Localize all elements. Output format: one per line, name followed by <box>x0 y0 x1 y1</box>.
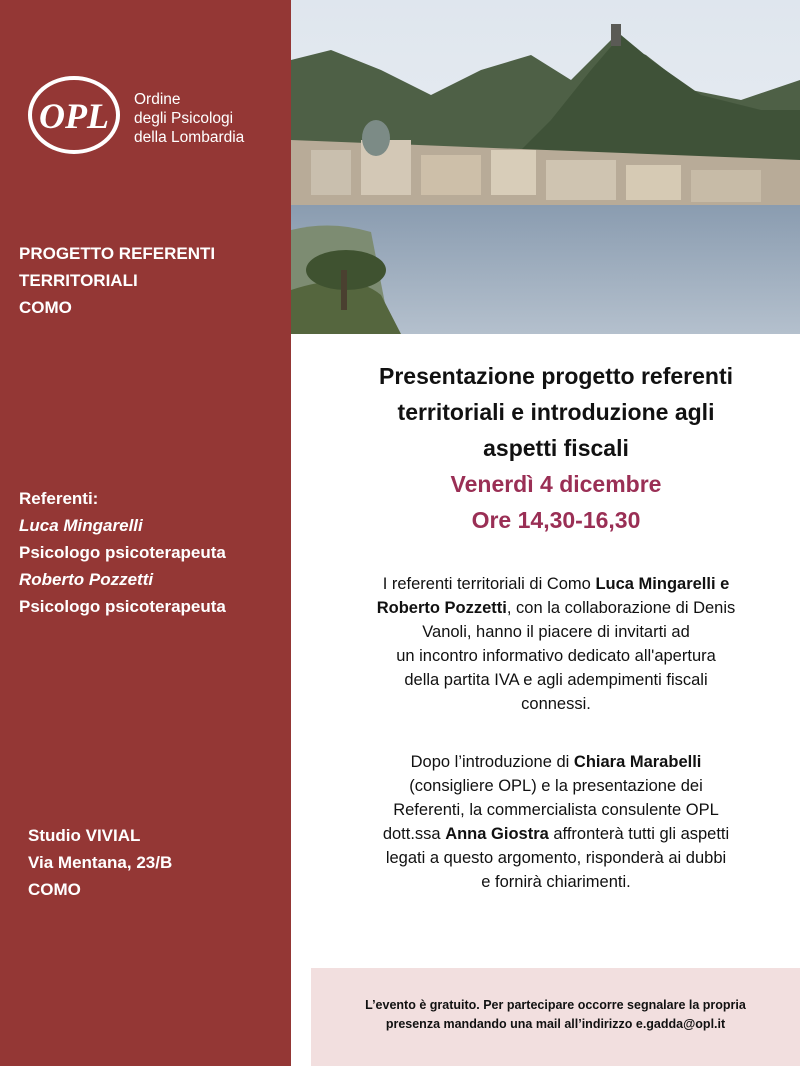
organization-name <box>134 90 244 147</box>
p1-l2-bold: Roberto Pozzetti <box>376 599 507 617</box>
p2-l4-post: affronterà tutti gli aspetti <box>548 825 730 843</box>
p2-l1-text: Dopo l’introduzione di <box>410 753 574 771</box>
event-title-line-1: Presentazione progetto referenti <box>378 363 734 389</box>
p2-line-1 <box>312 750 800 774</box>
referents-heading: Referenti: <box>19 489 99 508</box>
referent-name-1: Luca Mingarelli <box>19 516 143 535</box>
referent-role-1: Psicologo psicoterapeuta <box>19 543 226 562</box>
p2-line-4 <box>312 822 800 846</box>
p2-line-6: e fornirà chiarimenti. <box>481 873 631 891</box>
venue-line-1: Studio VIVIAL <box>28 826 141 845</box>
p1-line-2 <box>312 596 800 620</box>
venue-line-2: Via Mentana, 23/B <box>28 853 173 872</box>
registration-footer <box>311 968 800 1066</box>
org-name-line-2: degli Psicologi <box>134 110 234 127</box>
venue-address <box>28 822 172 903</box>
registration-note <box>311 996 800 1034</box>
project-line-1: PROGETTO REFERENTI <box>19 244 216 263</box>
p2-l4-bold: Anna Giostra <box>445 825 549 843</box>
footer-line-1: L’evento è gratuito. Per partecipare occorre segnalare la propria <box>365 998 746 1012</box>
p1-l2-text: , con la collaborazione di Denis <box>506 599 736 617</box>
event-title <box>312 358 800 466</box>
p2-line-2: (consigliere OPL) e la presentazione dei <box>409 777 703 795</box>
venue-line-3: COMO <box>28 880 81 899</box>
p1-line-1 <box>312 572 800 596</box>
opl-logo <box>24 70 274 160</box>
p1-l1-bold: Luca Mingarelli e <box>595 575 730 593</box>
p1-line-5: della partita IVA e agli adempimenti fiscali <box>404 671 708 689</box>
invitation-paragraph <box>312 572 800 716</box>
p1-line-3: Vanoli, hanno il piacere di invitarti ad <box>422 623 690 641</box>
footer-line-2: presenza mandando una mail all’indirizzo e.gadda@opl.it <box>385 1017 726 1031</box>
p2-line-5: legati a questo argomento, risponderà ai dubbi <box>385 849 727 867</box>
event-time: Ore 14,30-16,30 <box>471 507 641 533</box>
referent-role-2: Psicologo psicoterapeuta <box>19 597 226 616</box>
event-content <box>312 350 800 894</box>
p2-line-3: Referenti, la commercialista consulente OPL <box>393 801 719 819</box>
event-title-line-3: aspetti fiscali <box>483 435 629 461</box>
sidebar <box>0 0 291 1066</box>
logo-letters: OPL <box>39 96 109 136</box>
event-date: Venerdì 4 dicembre <box>450 471 662 497</box>
org-name-line-1: Ordine <box>134 91 181 108</box>
p1-l1-text: I referenti territoriali di Como <box>382 575 596 593</box>
p1-line-6: connessi. <box>521 695 591 713</box>
p2-l4-pre: dott.ssa <box>382 825 446 843</box>
program-paragraph <box>312 750 800 894</box>
project-line-3: COMO <box>19 298 72 317</box>
referents-block <box>19 485 226 620</box>
org-name-line-3: della Lombardia <box>134 129 245 146</box>
opl-logo-mark <box>24 74 126 156</box>
referent-name-2: Roberto Pozzetti <box>19 570 154 589</box>
p1-line-4: un incontro informativo dedicato all'apertura <box>396 647 716 665</box>
project-line-2: TERRITORIALI <box>19 271 138 290</box>
p2-l1-bold: Chiara Marabelli <box>573 753 702 771</box>
event-title-line-2: territoriali e introduzione agli <box>397 399 715 425</box>
project-title <box>19 240 215 321</box>
lake-city-photo <box>291 0 800 334</box>
